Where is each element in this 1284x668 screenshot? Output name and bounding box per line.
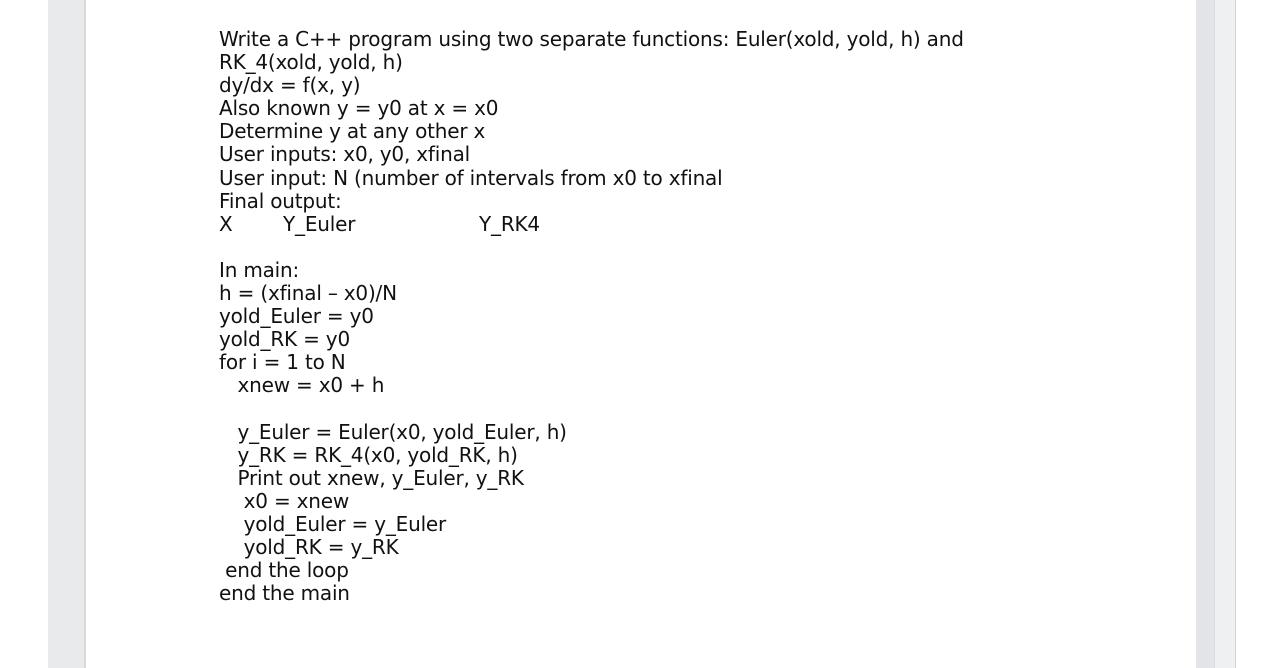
text-line: end the main [219, 581, 350, 606]
text-line: x0 = xnew [219, 488, 350, 513]
text-line: Also known y = y0 at x = x0 [219, 96, 499, 121]
text-line: for i = 1 to N [219, 350, 346, 375]
vertical-scrollbar[interactable] [1214, 0, 1236, 668]
text-line: yold_Euler = y0 [219, 304, 374, 329]
text-line: User inputs: x0, y0, xfinal [219, 142, 470, 167]
text-line: Print out xnew, y_Euler, y_RK [219, 465, 524, 490]
text-line: y_RK = RK_4(x0, yold_RK, h) [219, 442, 518, 467]
text-line: end the loop [219, 558, 349, 583]
text-line: Write a C++ program using two separate functions: Euler(xold, yold, h) and [219, 27, 964, 51]
text-line: In main: [219, 257, 300, 282]
blank-line [219, 236, 1019, 259]
blank-line [219, 398, 1019, 421]
left-frame [48, 0, 86, 668]
output-header-row [219, 213, 1019, 236]
text-line: Final output: [219, 188, 342, 213]
text-line: RK_4(xold, yold, h) [219, 50, 403, 75]
output-header-rk4: Y_RK4 [479, 211, 540, 236]
left-margin [0, 0, 48, 668]
right-frame [1196, 0, 1214, 668]
output-header-x: X [219, 211, 233, 236]
problem-text [219, 28, 1019, 605]
text-line: yold_RK = y0 [219, 327, 350, 352]
text-line: y_Euler = Euler(x0, yold_Euler, h) [219, 419, 567, 444]
text-line: Determine y at any other x [219, 119, 486, 144]
text-line: dy/dx = f(x, y) [219, 73, 361, 98]
text-line: yold_RK = y_RK [219, 535, 399, 560]
output-header-euler: Y_Euler [283, 211, 356, 236]
text-line: yold_Euler = y_Euler [219, 511, 447, 536]
right-margin [1236, 0, 1284, 668]
text-line: User input: N (number of intervals from x0 to xfinal [219, 165, 723, 190]
text-line: h = (xfinal – x0)/N [219, 281, 397, 306]
text-line: xnew = x0 + h [219, 373, 385, 398]
